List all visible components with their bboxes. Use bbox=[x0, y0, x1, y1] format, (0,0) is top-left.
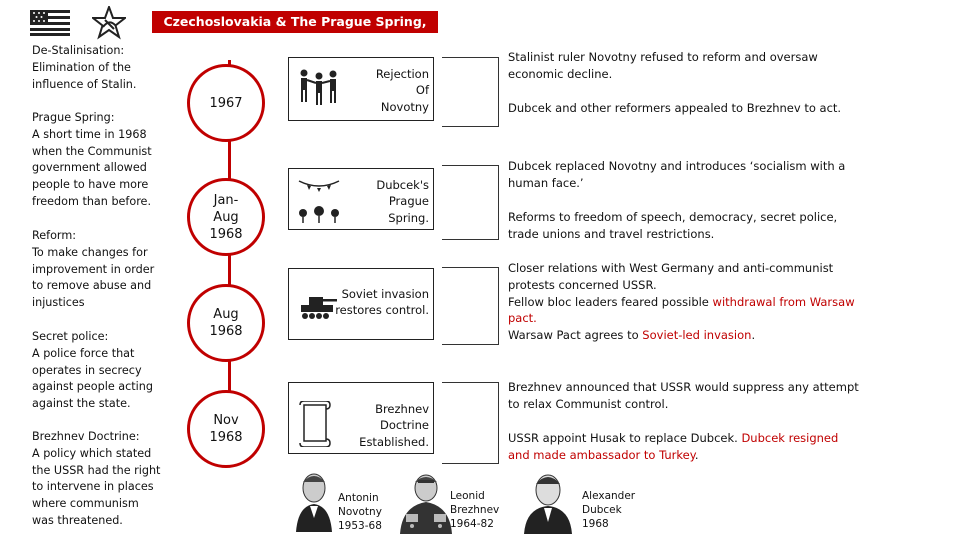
event-box-jan-aug-1968 bbox=[288, 168, 434, 230]
event-box-nov-1968 bbox=[288, 382, 434, 454]
glossary-destalinisation bbox=[32, 43, 164, 93]
glossary-definition: A police force that operates in secrecy against people acting against the state. bbox=[32, 346, 153, 411]
tank-icon bbox=[297, 291, 337, 325]
timeline-date-label: Nov 1968 bbox=[209, 413, 243, 445]
soviet-star-icon bbox=[92, 6, 126, 40]
bracket-nov-1968 bbox=[442, 382, 499, 464]
timeline-date-1967 bbox=[187, 64, 265, 142]
us-flag-icon bbox=[30, 10, 70, 36]
portrait-novotny bbox=[294, 468, 334, 532]
note-highlight: withdrawal from Warsaw pact. bbox=[508, 294, 855, 326]
event-box-1967 bbox=[288, 57, 434, 121]
person-name: Alexander bbox=[582, 490, 636, 502]
person-name: Leonid bbox=[450, 490, 485, 502]
glossary-term: Reform: bbox=[32, 229, 77, 242]
caption-novotny bbox=[338, 491, 382, 533]
glossary-definition: A short time in 1968 when the Communist government allowed people to have more freedom than before. bbox=[32, 127, 152, 208]
glossary-term: Prague Spring: bbox=[32, 111, 115, 124]
note-text: . bbox=[751, 328, 756, 343]
timeline-date-jan-aug-1968 bbox=[187, 178, 265, 256]
person-surname: Novotny bbox=[338, 506, 382, 518]
bracket-jan-aug-1968 bbox=[442, 165, 499, 240]
person-years: 1953-68 bbox=[338, 520, 382, 532]
glossary-term: Secret police: bbox=[32, 330, 109, 343]
glossary-reform bbox=[32, 228, 164, 312]
note-brezhnev-announced: Brezhnev announced that USSR would suppress any attempt to relax Communist control. bbox=[508, 380, 859, 411]
note-text: Closer relations with West Germany and anti-communist protests concerned USSR. bbox=[508, 261, 834, 292]
event-text: Dubcek's Prague Spring. bbox=[376, 178, 429, 225]
note-invasion-causes bbox=[508, 260, 860, 344]
event-text: Rejection Of Novotny bbox=[375, 67, 429, 114]
timeline-date-nov-1968 bbox=[187, 390, 265, 468]
glossary-secret-police bbox=[32, 329, 164, 413]
caption-dubcek bbox=[582, 489, 635, 531]
note-highlight: Dubcek resigned and made ambassador to Turkey bbox=[508, 431, 839, 462]
note-reforms-freedom: Reforms to freedom of speech, democracy, secret police, trade unions and travel restrictions. bbox=[508, 210, 838, 241]
bracket-aug-1968 bbox=[442, 267, 499, 345]
note-text: . bbox=[694, 447, 699, 462]
person-surname: Brezhnev bbox=[450, 504, 500, 516]
note-reformers-appealed: Dubcek and other reformers appealed to Brezhnev to act. bbox=[508, 101, 842, 115]
timeline-date-label: 1967 bbox=[209, 95, 243, 111]
portrait-brezhnev bbox=[398, 468, 454, 534]
glossary-definition: Elimination of the influence of Stalin. bbox=[32, 60, 137, 91]
note-text: Fellow bloc leaders feared possible bbox=[508, 294, 713, 309]
glossary-term: Brezhnev Doctrine: bbox=[32, 430, 140, 443]
person-surname: Dubcek bbox=[582, 504, 622, 516]
portrait-dubcek bbox=[522, 468, 574, 534]
timeline-date-aug-1968 bbox=[187, 284, 265, 362]
caption-brezhnev bbox=[450, 489, 499, 531]
bracket-1967 bbox=[442, 57, 499, 127]
glossary-definition: To make changes for improvement in order to remove abuse and injustices bbox=[32, 245, 155, 310]
note-text: Warsaw Pact agrees to bbox=[508, 328, 643, 343]
person-years: 1964-82 bbox=[450, 518, 494, 530]
glossary-definition: A policy which stated the USSR had the right to intervene in places where communism was threatened. bbox=[32, 446, 161, 527]
glossary-term: De-Stalinisation: bbox=[32, 44, 125, 57]
person-name: Antonin bbox=[338, 492, 379, 504]
timeline-date-label: Aug 1968 bbox=[209, 307, 243, 339]
note-novotny-refused: Stalinist ruler Novotny refused to reform and oversaw economic decline. bbox=[508, 50, 818, 81]
glossary-brezhnev-doctrine bbox=[32, 429, 164, 530]
note-dubcek-replaced: Dubcek replaced Novotny and introduces ‘socialism with a human face.’ bbox=[508, 159, 846, 190]
timeline-date-label: Jan-Aug 1968 bbox=[209, 192, 243, 242]
scroll-icon bbox=[297, 401, 333, 451]
page-title: Czechoslovakia & The Prague Spring, 1968 bbox=[152, 11, 438, 33]
flowers-icon bbox=[295, 175, 345, 229]
people-protest-icon bbox=[297, 68, 341, 112]
event-text: Soviet invasion restores control. bbox=[335, 287, 429, 318]
event-text: Brezhnev Doctrine Established. bbox=[359, 402, 429, 449]
event-box-aug-1968 bbox=[288, 268, 434, 340]
person-years: 1968 bbox=[582, 518, 609, 530]
glossary-prague-spring bbox=[32, 110, 164, 211]
note-text: USSR appoint Husak to replace Dubcek. bbox=[508, 431, 742, 445]
note-highlight: Soviet-led invasion bbox=[642, 328, 752, 343]
note-husak-appointed bbox=[508, 430, 860, 464]
